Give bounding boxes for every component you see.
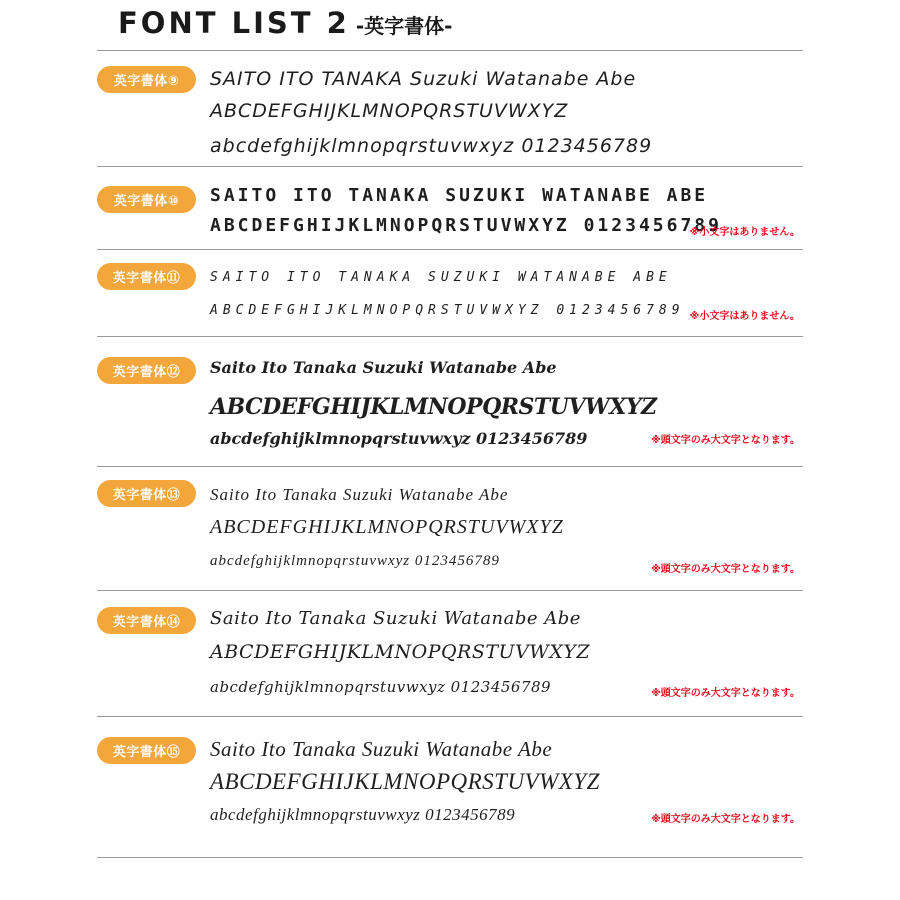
font-badge-15: 英字書体⑮ [97,737,196,764]
divider [97,50,803,51]
sample-names: Saito Ito Tanaka Suzuki Watanabe Abe [210,737,553,761]
sample-uppercase-digits: ABCDEFGHIJKLMNOPQRSTUVWXYZ 0123456789 [210,303,685,318]
title-main: FONT LIST 2 [118,6,350,40]
divider [97,166,803,167]
font-badge-14: 英字書体⑭ [97,607,196,634]
divider [97,716,803,717]
divider [97,857,803,858]
note-text: ※小文字はありません。 [689,227,800,238]
note-text: ※頭文字のみ大文字となります。 [651,814,800,825]
divider [97,336,803,337]
sample-names: SAITO ITO TANAKA SUZUKI WATANABE ABE [210,270,672,285]
note-text: ※頭文字のみ大文字となります。 [651,688,800,699]
font-badge-11: 英字書体⑪ [97,263,196,290]
sample-uppercase: ABCDEFGHIJKLMNOPQRSTUVWXYZ [210,641,591,663]
sample-names: Saito Ito Tanaka Suzuki Watanabe Abe [210,608,581,629]
divider [97,590,803,591]
font-badge-10: 英字書体⑩ [97,186,196,213]
sample-uppercase: ABCDEFGHIJKLMNOPQRSTUVWXYZ [210,516,564,538]
sample-uppercase: ABCDEFGHIJKLMNOPQRSTUVWXYZ [210,769,600,794]
sample-uppercase: ABCDEFGHIJKLMNOPQRSTUVWXYZ [210,394,657,420]
divider [97,249,803,250]
title-subtitle: -英字書体- [355,14,453,38]
sample-names: Saito Ito Tanaka Suzuki Watanabe Abe [210,485,509,504]
note-text: ※頭文字のみ大文字となります。 [651,435,800,446]
note-text: ※小文字はありません。 [689,311,800,322]
sample-lowercase-digits: abcdefghijklmnopqrstuvwxyz 0123456789 [210,553,500,569]
sample-names: Saito Ito Tanaka Suzuki Watanabe Abe [210,358,557,377]
divider [97,466,803,467]
sample-uppercase: ABCDEFGHIJKLMNOPQRSTUVWXYZ [210,100,569,122]
sample-uppercase-digits: ABCDEFGHIJKLMNOPQRSTUVWXYZ 0123456789 [210,215,722,236]
sample-names: SAITO ITO TANAKA Suzuki Watanabe Abe [210,68,637,90]
page-title [118,6,452,50]
sample-lowercase-digits: abcdefghijklmnopqrstuvwxyz 0123456789 [210,678,552,696]
sample-lowercase-digits: abcdefghijklmnopqrstuvwxyz 0123456789 [210,135,653,157]
font-badge-9: 英字書体⑨ [97,66,196,93]
font-badge-13: 英字書体⑬ [97,480,196,507]
sample-lowercase-digits: abcdefghijklmnopqrstuvwxyz 0123456789 [210,805,516,824]
font-badge-12: 英字書体⑫ [97,357,196,384]
sample-names: SAITO ITO TANAKA SUZUKI WATANABE ABE [210,185,709,206]
note-text: ※頭文字のみ大文字となります。 [651,564,800,575]
sample-lowercase-digits: abcdefghijklmnopqrstuvwxyz 0123456789 [210,429,588,448]
